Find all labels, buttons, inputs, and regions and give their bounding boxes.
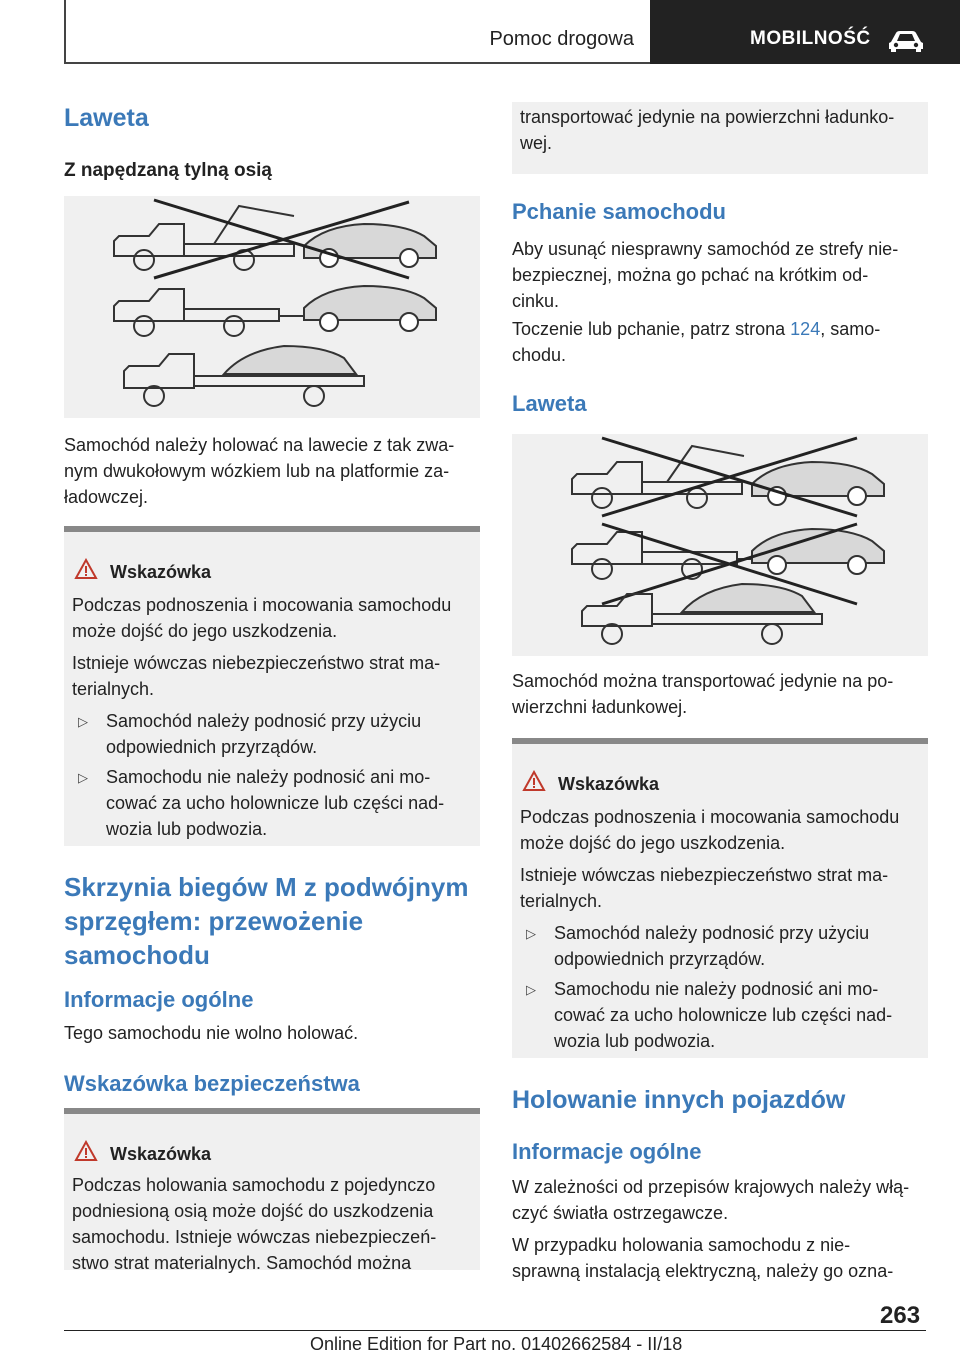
header-divider	[64, 0, 66, 64]
heading-safety: Wskazówka bezpieczeństwa	[64, 1071, 360, 1096]
note-title: Wskazówka	[110, 562, 212, 582]
text-line: czyć światła ostrzegawcze.	[512, 1203, 729, 1223]
text-line: W przypadku holowania samochodu z nie-	[512, 1235, 851, 1255]
note-line: wozia lub podwozia.	[554, 1031, 716, 1051]
caption-line: nym dwukołowym wózkiem lub na platformie za-	[64, 461, 450, 481]
note-line: wozia lub podwozia.	[106, 819, 268, 839]
pushing-paragraph	[512, 236, 898, 314]
text-line: cinku.	[512, 291, 560, 311]
note-line: Podczas holowania samochodu z pojedynczo	[72, 1175, 436, 1195]
note-paragraph	[520, 862, 888, 914]
note-line: odpowiednich przyrządów.	[554, 949, 766, 969]
car-icon	[887, 30, 925, 52]
note-line: Samochód należy podnosić przy użyciu	[554, 923, 870, 943]
caption-line: Samochód należy holować na lawecie z tak zwa-	[64, 435, 455, 455]
page-link[interactable]: 124	[790, 319, 821, 339]
bullet-item	[106, 764, 444, 842]
note-line: Samochód należy podnosić przy użyciu	[106, 711, 422, 731]
towing-methods-drawing	[512, 434, 928, 656]
note-line: cować za ucho holownicze lub części nad-	[106, 793, 445, 813]
edition-note: Online Edition for Part no. 01402662584 - II/18	[310, 1334, 683, 1354]
note-paragraph	[520, 804, 899, 856]
note-line: może dojść do jego uszkodzenia.	[72, 621, 338, 641]
heading-line: samochodu	[64, 940, 210, 970]
text-line: W zależności od przepisów krajowych należy włą-	[512, 1177, 910, 1197]
heading-laweta: Laweta	[512, 391, 587, 416]
bullet-icon: ▷	[526, 926, 536, 941]
note-paragraph	[72, 1172, 436, 1276]
subheading-rear-axle: Z napędzaną tylną osią	[64, 160, 272, 181]
caption-line: ładowczej.	[64, 487, 149, 507]
note-paragraph	[520, 104, 894, 156]
note-line: cować za ucho holownicze lub części nad-	[554, 1005, 893, 1025]
figure-caption	[64, 432, 480, 510]
text-line	[512, 316, 880, 342]
caption-line: wierzchni ładunkowej.	[512, 697, 688, 717]
text-fragment: , samo-	[820, 319, 881, 339]
heading-general-info: Informacje ogólne	[512, 1139, 702, 1164]
heading-line: sprzęgłem: przewożenie	[64, 906, 364, 936]
note-line: transportować jedynie na powierzchni ładunko-	[520, 107, 895, 127]
warning-note	[512, 738, 928, 1058]
towing-illustration	[512, 434, 928, 656]
info-paragraph	[512, 1174, 909, 1226]
warning-note	[64, 1108, 480, 1273]
info-paragraph	[512, 1232, 893, 1284]
bullet-item	[106, 708, 421, 760]
bullet-item	[554, 976, 892, 1054]
note-line: Istnieje wówczas niebezpieczeństwo strat ma-	[72, 653, 441, 673]
continued-note	[512, 102, 928, 174]
note-line: terialnych.	[520, 891, 603, 911]
note-line: może dojść do jego uszkodzenia.	[520, 833, 786, 853]
note-line: Podczas podnoszenia i mocowania samochodu	[520, 807, 900, 827]
note-title: Wskazówka	[558, 774, 660, 794]
heading-pushing: Pchanie samochodu	[512, 199, 726, 224]
footer-divider	[64, 1330, 926, 1331]
section-title: Pomoc drogowa	[489, 28, 634, 50]
bullet-icon: ▷	[78, 714, 88, 729]
note-line: stwo strat materialnych. Samochód można	[72, 1253, 412, 1273]
bullet-item	[554, 920, 869, 972]
note-line: Istnieje wówczas niebezpieczeństwo strat ma-	[520, 865, 889, 885]
pushing-reference	[512, 316, 880, 368]
heading-gearbox	[64, 870, 469, 972]
note-paragraph	[72, 592, 451, 644]
warning-note	[64, 526, 480, 846]
page-number: 263	[880, 1302, 921, 1329]
heading-towing-others: Holowanie innych pojazdów	[512, 1086, 846, 1114]
note-line: podniesioną osią może dojść do uszkodzenia	[72, 1201, 434, 1221]
text-line: bezpiecznej, można go pchać na krótkim od-	[512, 265, 869, 285]
heading-line: Skrzynia biegów M z podwójnym	[64, 872, 469, 902]
towing-methods-drawing	[64, 196, 480, 418]
figure-caption	[512, 668, 893, 720]
heading-general-info: Informacje ogólne	[64, 987, 254, 1012]
note-line: wej.	[520, 133, 553, 153]
warning-triangle-icon	[74, 1140, 98, 1162]
note-line: Samochodu nie należy podnosić ani mo-	[554, 979, 879, 999]
note-title: Wskazówka	[110, 1144, 212, 1164]
text-line: Aby usunąć niesprawny samochód ze strefy nie-	[512, 239, 899, 259]
bullet-icon: ▷	[78, 770, 88, 785]
text-line: sprawną instalacją elektryczną, należy go ozna-	[512, 1261, 894, 1281]
note-paragraph	[72, 650, 440, 702]
note-line: terialnych.	[72, 679, 155, 699]
note-line: Podczas podnoszenia i mocowania samochodu	[72, 595, 452, 615]
bullet-icon: ▷	[526, 982, 536, 997]
heading-laweta: Laweta	[64, 104, 149, 132]
chapter-label[interactable]: MOBILNOŚĆ	[750, 28, 871, 49]
warning-triangle-icon	[74, 558, 98, 580]
note-line: odpowiednich przyrządów.	[106, 737, 318, 757]
text-fragment: Toczenie lub pchanie, patrz strona	[512, 319, 791, 339]
towing-illustration	[64, 196, 480, 418]
general-info-text: Tego samochodu nie wolno holować.	[64, 1023, 359, 1043]
warning-triangle-icon	[522, 770, 546, 792]
text-line: chodu.	[512, 345, 567, 365]
note-line: Samochodu nie należy podnosić ani mo-	[106, 767, 431, 787]
note-line: samochodu. Istnieje wówczas niebezpieczeń-	[72, 1227, 437, 1247]
caption-line: Samochód można transportować jedynie na po-	[512, 671, 894, 691]
